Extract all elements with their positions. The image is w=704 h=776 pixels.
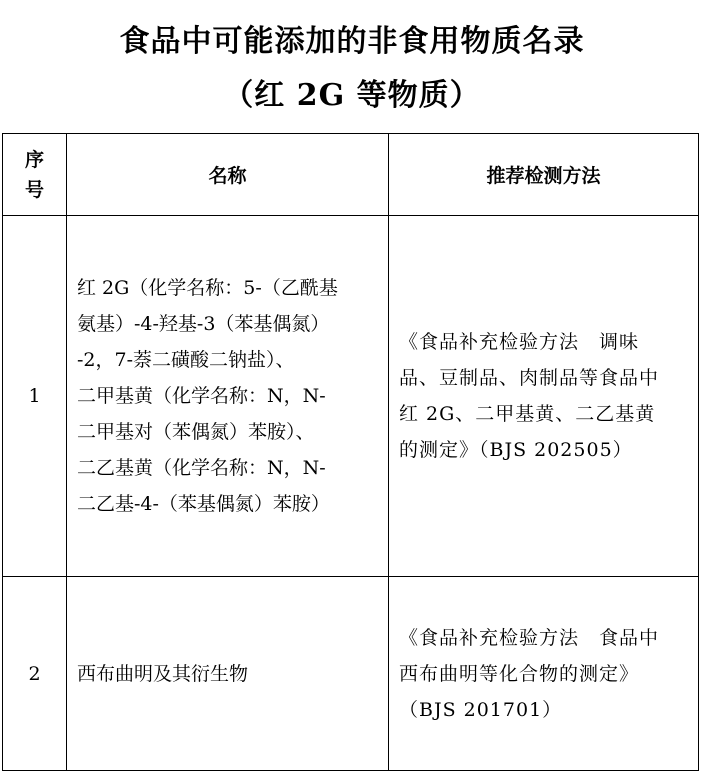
method-line: 西布曲明等化合物的测定》 xyxy=(399,662,640,685)
name-line: 二甲基黄（化学名称：N，N- xyxy=(77,385,326,407)
name-line: 氨基）-4-羟基-3（苯基偶氮） xyxy=(77,313,330,335)
header-seq-line1: 序 xyxy=(24,148,44,171)
name-line: 西布曲明及其衍生物 xyxy=(77,662,249,685)
table-header-row xyxy=(3,134,699,216)
method-line: （BJS 201701） xyxy=(399,698,563,721)
document-title-line2: （红 2G 等物质） xyxy=(223,78,481,113)
name-line: 二甲基对（苯偶氮）苯胺）、 xyxy=(77,421,315,443)
name-line: -2，7-萘二磺酸二钠盐）、 xyxy=(77,349,295,371)
header-seq xyxy=(3,134,67,216)
row-seq: 1 xyxy=(3,216,67,577)
header-method: 推荐检测方法 xyxy=(389,134,699,216)
name-line: 二乙基-4-（苯基偶氮）苯胺） xyxy=(77,493,330,515)
method-line: 的测定》（BJS 202505） xyxy=(399,439,633,461)
method-line: 品、豆制品、肉制品等食品中 xyxy=(399,367,660,389)
row-detection-method xyxy=(389,577,699,771)
row-substance-name xyxy=(67,577,389,771)
name-line: 红 2G（化学名称：5-（乙酰基 xyxy=(77,277,338,299)
table-row xyxy=(3,577,699,771)
row-detection-method xyxy=(389,216,699,577)
header-name: 名称 xyxy=(67,134,389,216)
method-line: 红 2G、二甲基黄、二乙基黄 xyxy=(399,403,656,425)
row-substance-name xyxy=(67,216,389,577)
method-line: 《食品补充检验方法 调味 xyxy=(399,331,640,353)
document-title-line1: 食品中可能添加的非食用物质名录 xyxy=(119,24,585,59)
method-line: 《食品补充检验方法 食品中 xyxy=(399,626,660,649)
table-row xyxy=(3,216,699,577)
header-seq-line2: 号 xyxy=(24,178,44,201)
substance-table xyxy=(2,133,699,771)
name-line: 二乙基黄（化学名称：N，N- xyxy=(77,457,326,479)
row-seq: 2 xyxy=(3,577,67,771)
